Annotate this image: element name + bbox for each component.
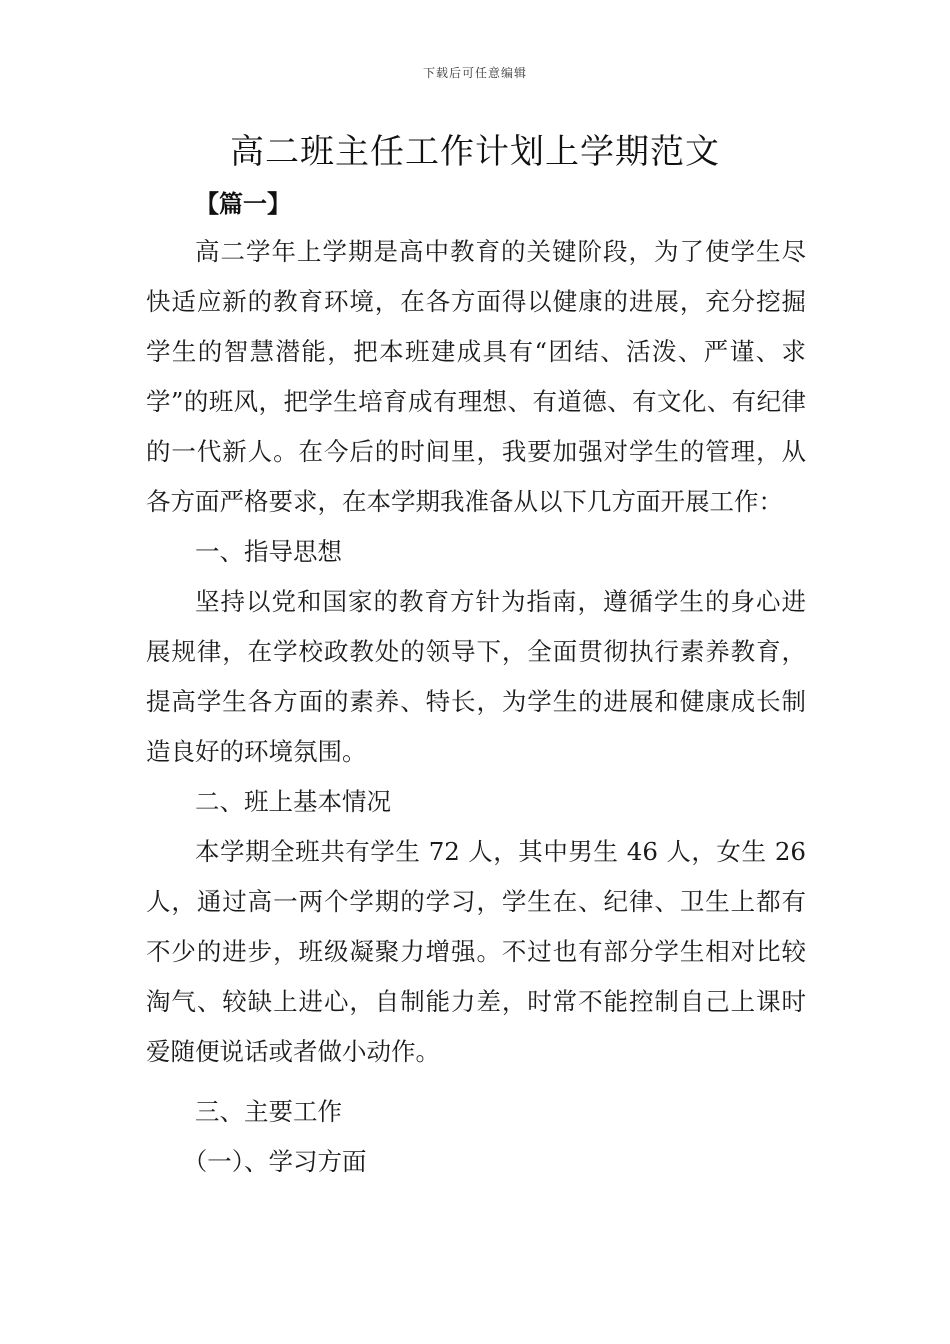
- paragraph-intro: 高二学年上学期是高中教育的关键阶段，为了使学生尽快适应新的教育环境，在各方面得以健康的进展，充分挖掘学生的智慧潜能，把本班建成具有“团结、活泼、严谨、求学”的班风，把学生培育成有理想、有道德、有文化、有纪律的一代新人。在今后的时间里，我要加强对学生的管理，从各方面严格要求，在本学期我准备从以下几方面开展工作：: [146, 237, 806, 516]
- heading-main-work: 三、主要工作: [195, 1097, 342, 1126]
- section-tag: 【篇一】: [195, 190, 291, 218]
- heading-guiding-ideology: 一、指导思想: [195, 537, 342, 566]
- paragraph-guiding-ideology: 坚持以党和国家的教育方针为指南，遵循学生的身心进展规律，在学校政教处的领导下，全面贯彻执行素养教育，提高学生各方面的素养、特长，为学生的进展和健康成长制造良好的环境氛围。: [146, 587, 806, 766]
- paragraph-class-situation: 本学期全班共有学生 72 人，其中男生 46 人，女生 26 人，通过高一两个学期的学习，学生在、纪律、卫生上都有不少的进步，班级凝聚力增强。不过也有部分学生相对比较淘气、较缺上进心，自制能力差，时常不能控制自己上课时爱随便说话或者做小动作。: [146, 837, 806, 1066]
- document-body: [146, 227, 806, 1187]
- heading-class-situation: 二、班上基本情况: [195, 787, 391, 816]
- document-title: 高二班主任工作计划上学期范文: [230, 132, 720, 172]
- subheading-study: （一）、学习方面: [182, 1147, 367, 1176]
- header-note: 下载后可任意编辑: [422, 66, 527, 80]
